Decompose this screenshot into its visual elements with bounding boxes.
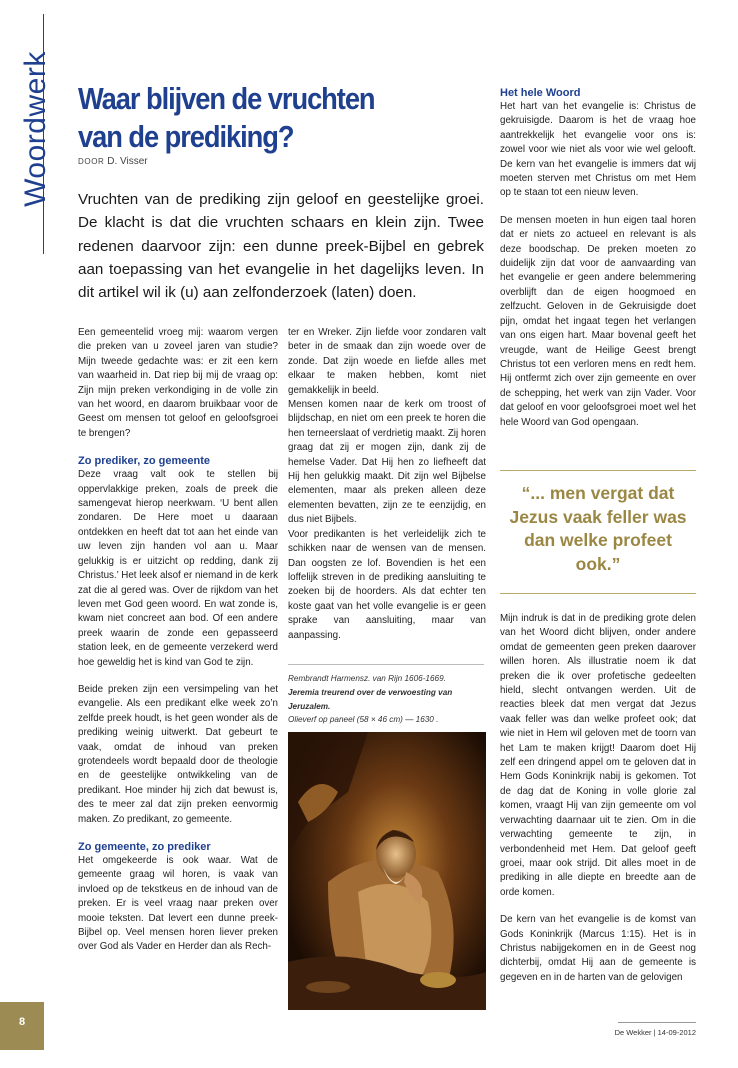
quote-rule-top <box>500 470 696 471</box>
column-2 <box>288 326 486 656</box>
painting-image <box>288 732 486 1010</box>
quote-rule-bottom <box>500 593 696 594</box>
author-name: D. Visser <box>107 156 148 167</box>
paragraph: Voor predikanten is het verleidelijk zich te schikken naar de wensen van de mensen. Dan oogsten ze lof. Bovendien is het een loffelijk streven in de prediking aansluiting te zoeken bij de hoorders. Als dat echter ten koste gaat van het volle evangelie is er geen sprake van aansluiting, maar van aanpassing. <box>288 528 486 641</box>
caption-artist: Rembrandt Harmensz. van Rijn 1606-1669. <box>288 674 446 683</box>
paragraph: Mensen komen naar de kerk om troost of blijdschap, en niet om een preek te horen die hen terneerslaat of verdrietig maakt. Zij horen graag dat zij er mogen zijn, dank zij de hemelse Vader. Dat Hij hen zo liefheeft dat Hij hen gelukkig maakt. Dit zijn wel Bijbelse elementen, maar als preken alleen deze elementen bevatten, zijn ze te eenzijdig, en dus niet Bijbels. <box>288 399 486 526</box>
pull-quote: “... men vergat dat Jezus vaak feller was dan welke profeet ook.” <box>509 483 687 574</box>
paragraph: De kern van het evangelie is de komst van Gods Koninkrijk (Marcus 1:15). Het is in Christus nabijgekomen en in de Geest nog dichterbij, omdat Hij aan de gemeente is gegeven en in de harten van de gelovigen <box>500 914 696 983</box>
title-line-2: van de prediking? <box>78 119 294 154</box>
paragraph: De mensen moeten in hun eigen taal horen dat er niets zo actueel en relevant is als deze boodschap. De preken moeten zo duidelijk zijn dat voor de aanvaarding van het evangelie er geen andere belemmering overblijft dan de eigen hoogmoed en zelfzucht. Geloven in de Gekruisigde doet pijn, omdat het ingaat tegen het verlangen van ons eigen hart. Maar bovenal geeft het vreugde, want de Heilige Geest brengt Christus tot een verloren mens en redt hem. Hij ontfermt zich over zijn gemeente en over de schepping, het werk van zijn Vader. Voor dat geloof en voor geloofsgroei moet wel het hele Woord van God opengaan. <box>500 214 696 428</box>
byline <box>78 156 148 167</box>
caption-medium: Olieverf op paneel (58 × 46 cm) — 1630 . <box>288 715 439 725</box>
paragraph: Mijn indruk is dat in de prediking grote delen van het Woord dicht blijven, onder andere omdat de gemeenten geen preken daarover willen horen. Als illustratie noem ik dat preken die ik over profetische gedeelten hield, slecht ontvangen werden. Uit de reacties bleek dat men vergat dat Jezus vaak feller was dan welke profeet ook; dat wie niet in Hem wil geloven met de toorn van het Lam te maken krijgt! Daarom doet Hij zelf een dringend appel om te geloven dat in Hem Gods Koninkrijk nabij is gekomen. Tot de dag dat de Koning in volle glorie zal komen, vraagt Hij van zijn gemeente om vol verwachting daarnaar uit te zien. Om in die verwachting gemeente te zijn, in verbondenheid met Hem. Dat geloof geeft groei, maar ook strijd. Dit alles moet in de prediking in alle diepte en breedte aan de orde komen. <box>500 613 696 898</box>
paragraph: Deze vraag valt ook te stellen bij oppervlakkige preken, zoals de preek die samengevat hierop neerkwam. ‘U bent allen zondaren. De Here moet u daaraan ontdekken en heeft dat tot aan het einde van uw leven zijn handen vol aan u. Maar gelukkig is er uitzicht op redding, dank zij Christus.’ Het leek alsof er niemand in de kerk zat die al gered was. Over de rijkdom van het leven met God geen woord. En wat zonde is, kwam niet concreet aan bod. Of een andere preek waarin de zonde een gepasseerd station leek, en de gemeente verzekerd werd hoe geweldig het is kind van God te zijn. <box>78 469 278 668</box>
paragraph: Het hart van het evangelie is: Christus de gekruisigde. Daarom is het de vraag hoe aantrekkelijk het evangelie voor ons is: zowel voor wie niet als voor wie wel gelooft. De kern van het evangelie is immers dat wij moeten sterven met Christus om met Hem op te staan tot een nieuw leven. <box>500 101 696 199</box>
column-3 <box>500 86 696 443</box>
subheading: Het hele Woord <box>500 87 581 99</box>
intro-paragraph: Vruchten van de prediking zijn geloof en geestelijke groei. De klacht is dat die vruchten schaars en klein zijn. Twee redenen daarvoor zijn: een dunne preek-Bijbel en gebrek aan toepassing van het evangelie in het dagelijks leven. In dit artikel wil ik (u) aan zelfonderzoek (laten) doen. <box>78 191 484 302</box>
title-line-1: Waar blijven de vruchten <box>78 81 375 116</box>
caption-divider <box>288 664 484 665</box>
paragraph: Het omgekeerde is ook waar. Wat de gemeente graag wil horen, is vaak van invloed op de tekstkeus en de inhoud van de preken. Er is veel vraag naar preken over mooie teksten. Dat levert een dunne preek-Bijbel op. Veel mensen horen liever preken over God als Vader en Herder dan als Rech- <box>78 855 278 953</box>
byline-prefix: DOOR <box>78 157 105 166</box>
page-number: 8 <box>0 1002 44 1050</box>
column-1 <box>78 326 278 968</box>
paragraph: ter en Wreker. Zijn liefde voor zondaren valt beter in de smaak dan zijn woede over de zonde. Dat zijn woede en liefde alles met elkaar te maken hebben, komt niet gemakkelijk in beeld. <box>288 327 486 396</box>
footer-text: De Wekker | 14-09-2012 <box>614 1028 696 1037</box>
image-caption <box>288 672 486 727</box>
painting-illustration <box>288 732 486 1010</box>
paragraph: Een gemeentelid vroeg mij: waarom vergen die preken van u zoveel jaren van studie? Mijn tweede gedachte was: er zit een kern van waarheid in. Dat riep bij mij de vraag op: Zijn mijn preken verkondiging in de volle zin van het woord, en daarom bruikbaar voor de Geest om mensen tot geloof en geloofsgroei te brengen? <box>78 327 278 439</box>
article-title <box>78 80 430 156</box>
paragraph: Beide preken zijn een versimpeling van het evangelie. Als een predikant elke week zo’n zelfde preek houdt, is het geen wonder als de prediking weinig uitwerkt. Dat gebeurt te vaak, omdat de inhoud van preken grotendeels wordt bepaald door de theologie en de geestelijke ontwikkeling van de predikant. Hoe minder hij zich dat bewust is, des te meer zal dat zijn preken eenvormig maken. Zo predikant, zo gemeente. <box>78 683 278 825</box>
section-label: Woordwerk <box>19 51 52 207</box>
caption-work: Jeremia treurend over de verwoesting van Jeruzalem. <box>288 687 453 711</box>
subheading: Zo gemeente, zo prediker <box>78 841 211 853</box>
column-3-continued <box>500 612 696 998</box>
footer-rule <box>618 1022 696 1023</box>
subheading: Zo prediker, zo gemeente <box>78 455 211 468</box>
